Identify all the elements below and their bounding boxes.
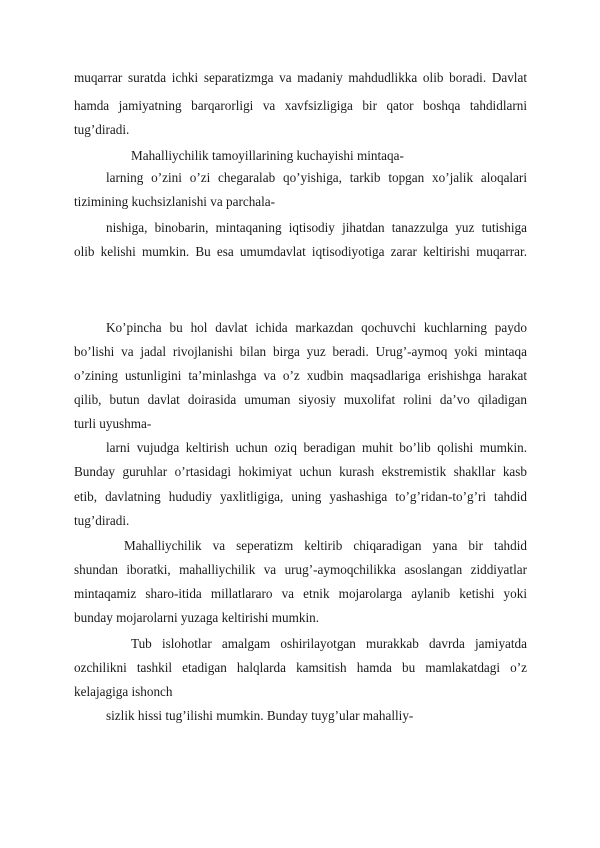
text-line: o’zining ustunligini ta’minlashga va o’z xudbin maqsadlariga erishishga harakat: [74, 368, 527, 383]
text-line: sizlik hissi tug’ilishi mumkin. Bunday tuyg’ular mahalliy-: [106, 708, 414, 723]
text-line: nishiga, binobarin, mintaqaning iqtisodiy jihatdan tanazzulga yuz tutishiga: [106, 220, 527, 235]
text-line: Ko’pincha bu hol davlat ichida markazdan qochuvchi kuchlarning paydo: [106, 320, 527, 335]
text-line: Mahalliychilik va seperatizm keltirib chiqaradigan yana bir tahdid: [124, 538, 527, 553]
text-line: shundan iboratki, mahalliychilik va urug’-aymoqchilikka asoslangan ziddiyatlar: [74, 562, 527, 577]
text-line: Bunday guruhlar o’rtasidagi hokimiyat uchun kurash ekstremistik shakllar kasb: [74, 464, 527, 479]
text-line: muqarrar suratda ichki separatizmga va madaniy mahdudlikka olib boradi. Davlat: [74, 70, 527, 85]
text-line: larning o’zini o’zi chegaralab qo’yishiga, tarkib topgan xo’jalik aloqalari: [106, 170, 527, 185]
text-line: tug’diradi.: [74, 513, 130, 528]
text-line: turli uyushma-: [74, 416, 152, 431]
text-line: mintaqamiz sharo-itida millatlararo va etnik mojarolarga aylanib ketishi yoki: [74, 586, 527, 601]
text-line: ozchilikni tashkil etadigan halqlarda kamsitish hamda bu mamlakatdagi o’z: [74, 660, 527, 675]
text-line: kelajagiga ishonch: [74, 684, 173, 699]
text-line: qilib, butun davlat doirasida umuman siyosiy muxolifat rolini da’vo qiladigan: [74, 392, 527, 407]
text-line: hamda jamiyatning barqarorligi va xavfsizligiga bir qator boshqa tahdidlarni: [74, 98, 527, 113]
text-line: bunday mojarolarni yuzaga keltirishi mumkin.: [74, 610, 320, 625]
text-line: tug’diradi.: [74, 122, 130, 137]
text-line: bo’lishi va jadal rivojlanishi bilan birga yuz beradi. Urug’-aymoq yoki mintaqa: [74, 344, 527, 359]
text-line: etib, davlatning hududiy yaxlitligiga, uning yashashiga to’g’ridan-to’g’ri tahdid: [74, 489, 527, 504]
text-line: Mahalliychilik tamoyillarining kuchayishi mintaqa-: [131, 148, 404, 163]
text-line: olib kelishi mumkin. Bu esa umumdavlat iqtisodiyotiga zarar keltirishi muqarrar.: [74, 244, 527, 259]
text-line: tizimining kuchsizlanishi va parchala-: [74, 194, 276, 209]
text-line: larni vujudga keltirish uchun oziq beradigan muhit bo’lib qolishi mumkin.: [106, 440, 527, 455]
text-line: Tub islohotlar amalgam oshirilayotgan murakkab davrda jamiyatda: [131, 636, 527, 651]
